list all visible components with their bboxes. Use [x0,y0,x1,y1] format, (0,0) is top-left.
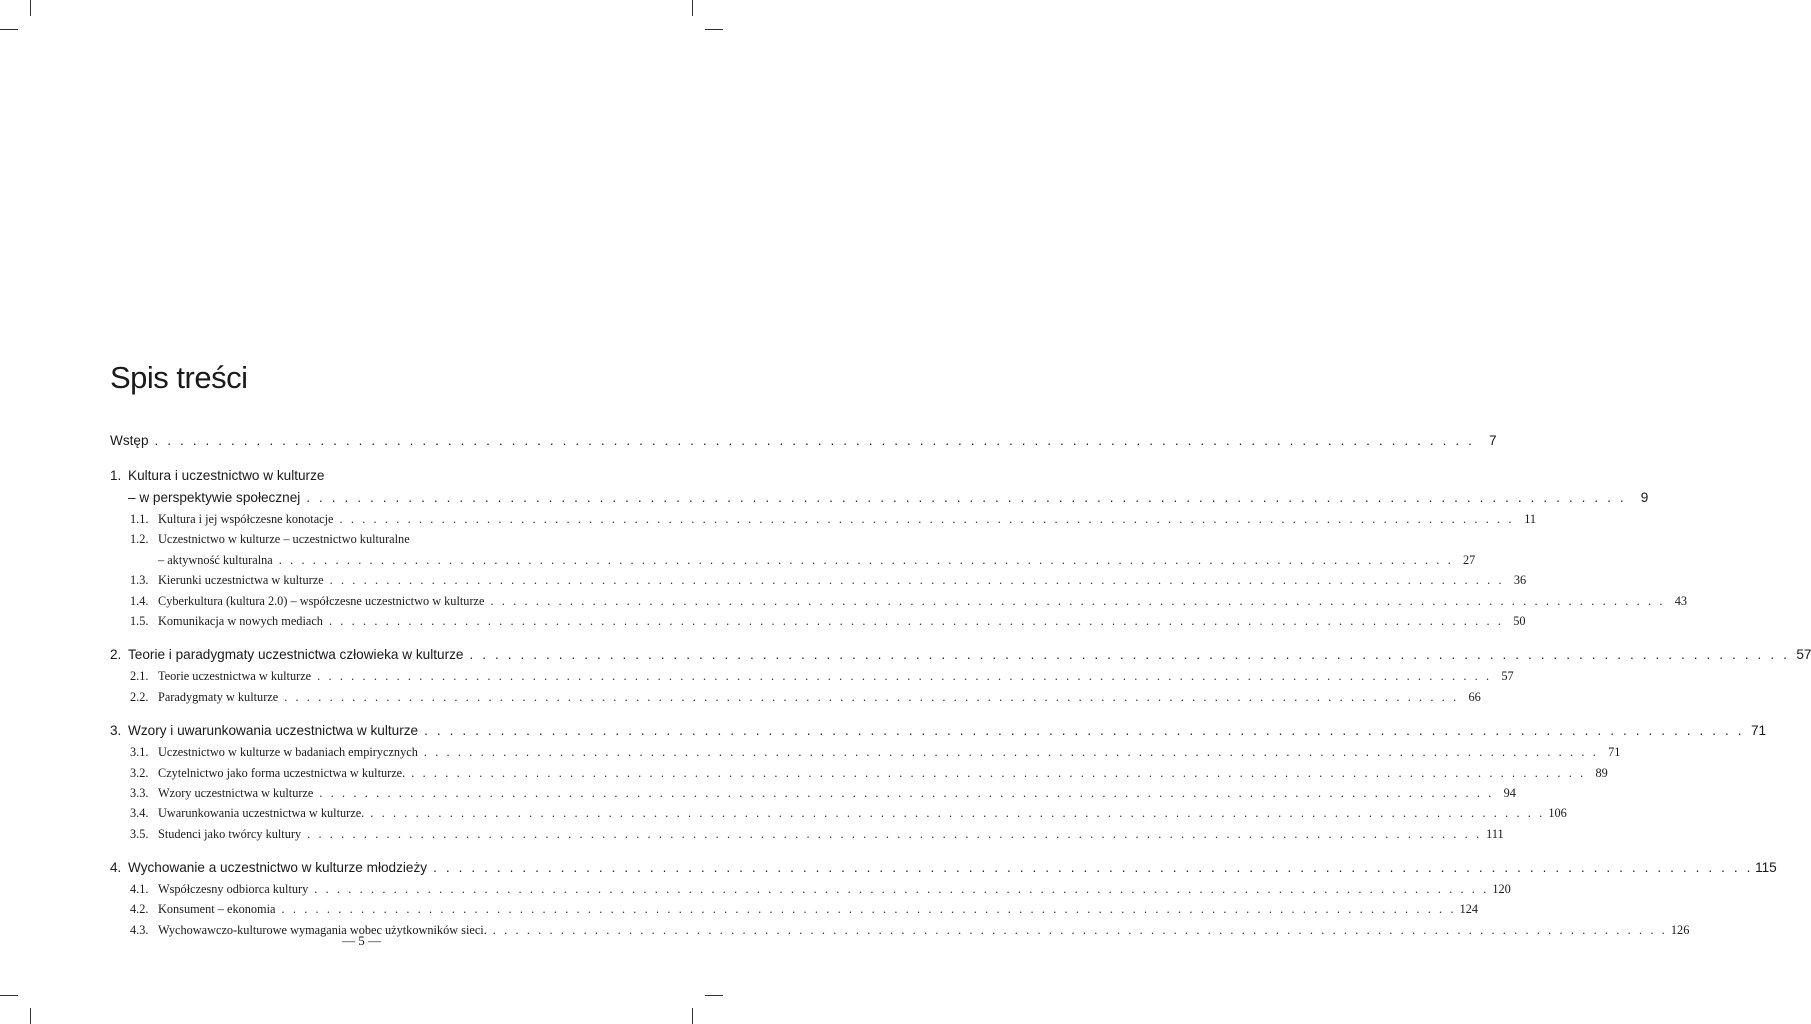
leader-dots: . . . . . . . . . . . . . . . . . . . . . . . . . . . . . . . . . . . . . . . . . . . . . . . . . . . . . . . . . . . . . . . . . . . . . . . . . . . . . . . . . . . . . . . . . . . . . . . . . . . . . . . . [370,806,1545,821]
toc-label: Komunikacja w nowych mediach [158,613,323,628]
leader-dots: . . . . . . . . . . . . . . . . . . . . . . . . . . . . . . . . . . . . . . . . . . . . . . . . . . . . . . . . . . . . . . . . . . . . . . . . . . . . . . . . . . . . . . . . . . . . . . . . . . . . . . . . [306,490,1627,505]
toc-number: 4.1. [130,882,149,897]
crop-mark [705,995,723,996]
toc-label: Wychowanie a uczestnictwo w kulturze młodzieży [128,860,428,876]
leader-dots: . . . . . . . . . . . . . . . . . . . . . . . . . . . . . . . . . . . . . . . . . . . . . . . . . . . . . . . . . . . . . . . . . . . . . . . . . . . . . . . . . . . . . . . . . . . . . . . . . . . . . . . . [317,669,1492,684]
toc-page-number: 71 [1750,723,1767,739]
toc-label: Kultura i jej współczesne konotacje [158,512,334,526]
toc-section-3-3[interactable] [110,783,1516,803]
leader-dots: . . . . . . . . . . . . . . . . . . . . . . . . . . . . . . . . . . . . . . . . . . . . . . . . . . . . . . . . . . . . . . . . . . . . . . . . . . . . . . . . . . . . . . . . . . . . . . . . . . . . . . . . [423,745,1599,760]
toc-page-number: 124 [1459,902,1479,917]
toc-number: 1. [110,468,122,483]
leader-dots: . . . . . . . . . . . . . . . . . . . . . . . . . . . . . . . . . . . . . . . . . . . . . . . . . . . . . . . . . . . . . . . . . . . . . . . . . . . . . . . . . . . . . . . . . . . . . . . . . . . . . . . . [339,512,1515,526]
toc-section-3-2[interactable] [110,763,1608,783]
toc-number: 1.4. [130,593,149,608]
toc-number: 3. [110,723,122,739]
leader-dots: . . . . . . . . . . . . . . . . . . . . . . . . . . . . . . . . . . . . . . . . . . . . . . . . . . . . . . . . . . . . . . . . . . . . . . . . . . . . . . . . . . . . . . . . . . . . . . . . . . . . . . . . [314,882,1489,897]
toc-section-1-1[interactable] [110,509,1537,529]
toc-number: 2.2. [130,689,149,704]
toc-page-number: 126 [1670,922,1690,937]
toc-entry-intro[interactable] [110,430,1497,452]
leader-dots: . . . . . . . . . . . . . . . . . . . . . . . . . . . . . . . . . . . . . . . . . . . . . . . . . . . . . . . . . . . . . . . . . . . . . . . . . . . . . . . . . . . . . . . . . . . . . . . . . . . . . . . . [319,785,1494,800]
leader-dots: . . . . . . . . . . . . . . . . . . . . . . . . . . . . . . . . . . . . . . . . . . . . . . . . . . . . . . . . . . . . . . . . . . . . . . . . . . . . . . . . . . . . . . . . . . . . . . . . . . . . . . . . [469,647,1790,663]
toc-label: Kierunki uczestnictwa w kulturze [158,573,324,588]
toc-label: Studenci jako twórcy kultury [158,826,302,841]
toc-label: – w perspektywie społecznej [128,490,301,505]
leader-dots: . . . . . . . . . . . . . . . . . . . . . . . . . . . . . . . . . . . . . . . . . . . . . . . . . . . . . . . . . . . . . . . . . . . . . . . . . . . . . . . . . . . . . . . . . . . . . . . . . . . . . . . . [278,552,1454,567]
crop-mark [30,1008,31,1024]
toc-label: Wzory i uwarunkowania uczestnictwa w kulturze [128,723,419,739]
leader-dots: . . . . . . . . . . . . . . . . . . . . . . . . . . . . . . . . . . . . . . . . . . . . . . . . . . . . . . . . . . . . . . . . . . . . . . . . . . . . . . . . . . . . . . . . . . . . . . . . . . . . . . . . [411,765,1586,780]
toc-number: 3.5. [130,826,149,841]
table-of-contents [110,430,1811,940]
leader-dots: . . . . . . . . . . . . . . . . . . . . . . . . . . . . . . . . . . . . . . . . . . . . . . . . . . . . . . . . . . . . . . . . . . . . . . . . . . . . . . . . . . . . . . . . . . . . . . . . . . . . . . . . [433,860,1754,876]
toc-section-1-5[interactable] [110,611,1526,631]
toc-label: Uczestnictwo w kulturze w badaniach empirycznych [158,745,418,760]
toc-section-2-2[interactable] [110,687,1481,707]
crop-mark [692,1008,693,1024]
page-number-footer: — 5 — [342,933,381,948]
toc-page-number: 115 [1755,860,1777,876]
toc-number: 4. [110,860,122,876]
toc-number: 4.3. [130,922,149,937]
toc-label: Cyberkultura (kultura 2.0) – współczesne uczestnictwo w kulturze [158,593,485,608]
toc-label: Konsument – ekonomia [158,902,276,917]
toc-page-number: 120 [1492,882,1511,897]
leader-dots: . . . . . . . . . . . . . . . . . . . . . . . . . . . . . . . . . . . . . . . . . . . . . . . . . . . . . . . . . . . . . . . . . . . . . . . . . . . . . . . . . . . . . . . . . . . . . . . . . . . . . . . . [307,826,1482,841]
toc-number: 3.2. [130,765,149,780]
toc-number: 2. [110,647,122,663]
toc-number: 1.2. [130,532,149,547]
toc-page-number: 27 [1463,552,1476,567]
toc-page-number: 50 [1513,613,1526,628]
toc-chapter-4[interactable] [110,857,1777,879]
leader-dots: . . . . . . . . . . . . . . . . . . . . . . . . . . . . . . . . . . . . . . . . . . . . . . . . . . . . . . . . . . . . . . . . . . . . . . . . . . . . . . . . . . . . . . . . . . . . . . . . . . . . . . . . [281,902,1457,917]
toc-number: 3.3. [130,785,149,800]
leader-dots: . . . . . . . . . . . . . . . . . . . . . . . . . . . . . . . . . . . . . . . . . . . . . . . . . . . . . . . . . . . . . . . . . . . . . . . . . . . . . . . . . . . . . . . . . . . . . . . . . . . . . . . . [284,689,1459,704]
toc-label: Teorie i paradygmaty uczestnictwa człowieka w kulturze [128,647,464,663]
toc-number: 4.2. [130,902,149,917]
leader-dots: . . . . . . . . . . . . . . . . . . . . . . . . . . . . . . . . . . . . . . . . . . . . . . . . . . . . . . . . . . . . . . . . . . . . . . . . . . . . . . . . . . . . . . . . . . . . . . . . . . . . . . . . [492,922,1668,937]
toc-label: Współczesny odbiorca kultury [158,882,309,897]
crop-mark [30,0,31,16]
toc-chapter-1-line2[interactable] [110,487,1649,509]
toc-chapter-1-line1[interactable] [110,465,594,487]
toc-label: Wstęp [110,433,149,448]
toc-label: Czytelnictwo jako forma uczestnictwa w kulturze. [158,765,406,780]
toc-number: 2.1. [130,669,149,684]
toc-page-number: 57 [1796,647,1811,663]
toc-section-4-1[interactable] [110,879,1511,899]
toc-page-number: 94 [1503,785,1516,800]
toc-section-3-5[interactable] [110,824,1504,844]
toc-page-number: 36 [1513,573,1527,588]
page-title: Spis treści [110,360,248,395]
toc-chapter-3[interactable] [110,720,1767,742]
toc-page-number: 43 [1674,593,1688,608]
crop-mark [0,29,18,30]
toc-number: 1.3. [130,573,149,588]
toc-chapter-2[interactable] [110,644,1811,666]
toc-section-1-2-line2[interactable] [110,550,1476,570]
toc-section-4-2[interactable] [110,899,1479,919]
toc-section-2-1[interactable] [110,666,1514,686]
toc-number: 1.1. [130,512,149,526]
leader-dots: . . . . . . . . . . . . . . . . . . . . . . . . . . . . . . . . . . . . . . . . . . . . . . . . . . . . . . . . . . . . . . . . . . . . . . . . . . . . . . . . . . . . . . . . . . . . . . . . . . . . . . . . [154,433,1475,448]
crop-mark [0,995,18,996]
toc-page-number: 66 [1468,689,1481,704]
toc-page-number: 71 [1608,745,1621,760]
toc-label: Teorie uczestnictwa w kulturze [158,669,312,684]
leader-dots: . . . . . . . . . . . . . . . . . . . . . . . . . . . . . . . . . . . . . . . . . . . . . . . . . . . . . . . . . . . . . . . . . . . . . . . . . . . . . . . . . . . . . . . . . . . . . . . . . . . . . . . . [329,573,1505,588]
toc-number: 3.4. [130,806,149,821]
toc-page-number: 7 [1488,433,1497,448]
leader-dots: . . . . . . . . . . . . . . . . . . . . . . . . . . . . . . . . . . . . . . . . . . . . . . . . . . . . . . . . . . . . . . . . . . . . . . . . . . . . . . . . . . . . . . . . . . . . . . . . . . . . . . . . [490,593,1666,608]
toc-section-3-1[interactable] [110,742,1621,762]
toc-number: 1.5. [130,613,149,628]
toc-number: 3.1. [130,745,149,760]
leader-dots: . . . . . . . . . . . . . . . . . . . . . . . . . . . . . . . . . . . . . . . . . . . . . . . . . . . . . . . . . . . . . . . . . . . . . . . . . . . . . . . . . . . . . . . . . . . . . . . . . . . . . . . . [328,613,1504,628]
toc-label: Kultura i uczestnictwo w kulturze [128,468,325,483]
toc-page-number: 11 [1524,512,1537,526]
toc-page-number: 89 [1595,765,1608,780]
leader-dots: . . . . . . . . . . . . . . . . . . . . . . . . . . . . . . . . . . . . . . . . . . . . . . . . . . . . . . . . . . . . . . . . . . . . . . . . . . . . . . . . . . . . . . . . . . . . . . . . . . . . . . . . [424,723,1745,739]
toc-page-number: 111 [1486,826,1504,841]
toc-page-number: 9 [1640,490,1649,505]
toc-label: Wychowawczo-kulturowe wymagania wobec użytkowników sieci. [158,922,487,937]
crop-mark [705,29,723,30]
toc-label: Uwarunkowania uczestnictwa w kulturze. [158,806,365,821]
crop-mark [692,0,693,16]
toc-section-3-4[interactable] [110,803,1567,823]
toc-section-1-2-line1[interactable] [110,529,594,549]
toc-label: – aktywność kulturalna [158,552,273,567]
toc-label: Paradygmaty w kulturze [158,689,279,704]
toc-label: Uczestnictwo w kulturze – uczestnictwo kulturalne [158,532,410,547]
toc-page-number: 106 [1548,806,1567,821]
toc-section-1-4[interactable] [110,591,1688,611]
toc-label: Wzory uczestnictwa w kulturze [158,785,314,800]
toc-section-1-3[interactable] [110,570,1527,590]
toc-page-number: 57 [1501,669,1514,684]
